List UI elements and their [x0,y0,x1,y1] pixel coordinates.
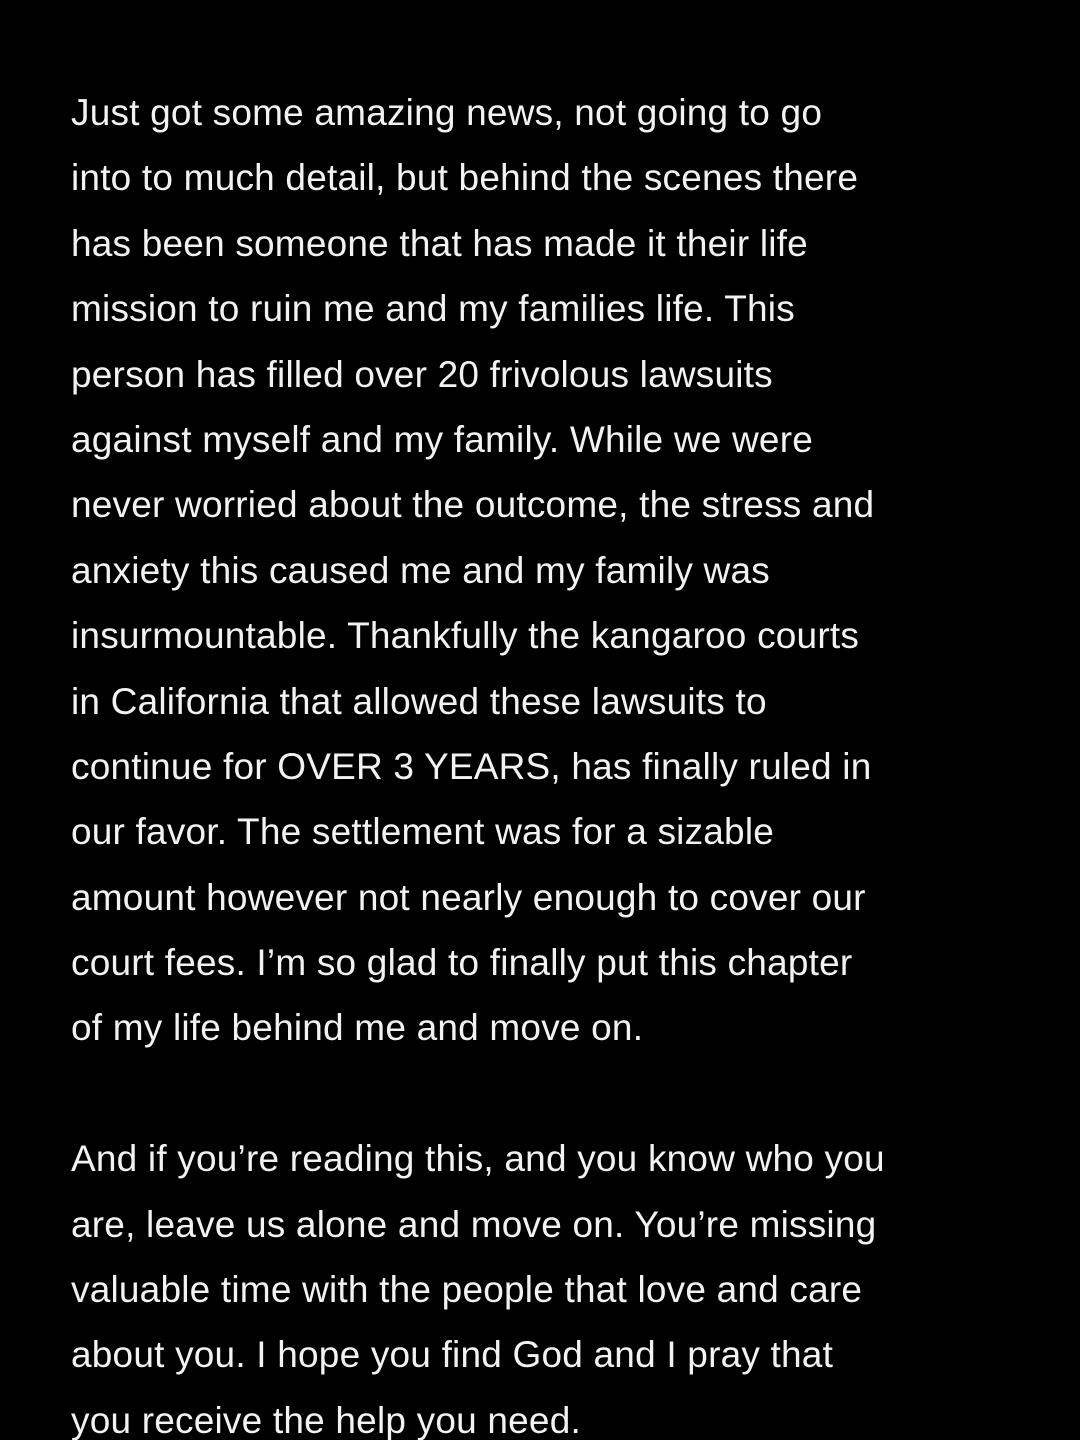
text-line: are, leave us alone and move on. You’re missing [71,1203,877,1245]
text-line: And if you’re reading this, and you know who you [71,1138,885,1180]
text-line: about you. I hope you find God and I pray that [71,1334,834,1376]
paragraph-1 [71,80,1031,1061]
text-line: into to much detail, but behind the scenes there [71,157,859,199]
text-line: against myself and my family. While we were [71,418,813,460]
text-line: mission to ruin me and my families life. This [71,288,795,330]
text-line: our favor. The settlement was for a sizable [71,811,775,853]
note-body [71,80,1031,1440]
text-line: continue for OVER 3 YEARS, has finally ruled in [71,745,872,787]
text-line: amount however not nearly enough to cover our [71,876,866,918]
paragraph-spacer [71,1061,1031,1126]
text-line: court fees. I’m so glad to finally put this chapter [71,942,853,984]
text-line: has been someone that has made it their life [71,222,808,264]
text-line: you receive the help you need. [71,1399,581,1440]
text-line: person has filled over 20 frivolous lawsuits [71,353,773,395]
text-line: in California that allowed these lawsuits to [71,680,767,722]
text-line: insurmountable. Thankfully the kangaroo courts [71,615,860,657]
text-line: anxiety this caused me and my family was [71,549,770,591]
text-line: never worried about the outcome, the stress and [71,484,875,526]
text-line: Just got some amazing news, not going to go [71,92,823,133]
paragraph-2 [71,1126,1031,1440]
text-line: valuable time with the people that love and care [71,1269,863,1311]
text-line: of my life behind me and move on. [71,1007,644,1049]
